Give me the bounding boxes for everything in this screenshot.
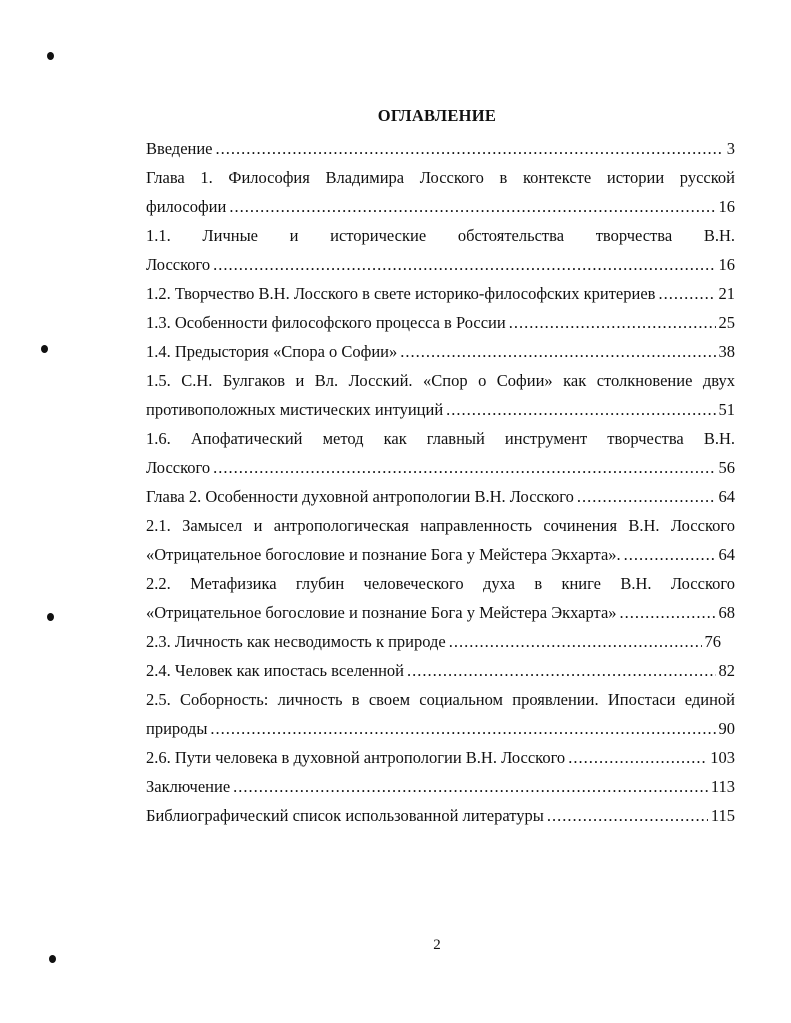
toc-entry-page: 21 (718, 284, 735, 303)
toc-entry-page: 51 (718, 400, 735, 419)
leader-dots (407, 656, 716, 685)
toc-title: ОГЛАВЛЕНИЕ (377, 106, 497, 125)
toc-entry-text: Глава 2. Особенности духовной антропологии В.Н. Лосского (146, 487, 574, 506)
toc-entry-text: 1.4. Предыстория «Спора о Софии» (146, 342, 398, 361)
toc-entry-1-4[interactable] (146, 337, 735, 366)
toc-entry-page: 113 (710, 777, 735, 796)
leader-dots (213, 453, 715, 482)
toc-entry-bibliography[interactable] (146, 801, 735, 830)
leader-dots (210, 714, 715, 743)
toc-entry-1-1[interactable] (146, 250, 735, 279)
toc-entry-page: 64 (718, 545, 735, 564)
leader-dots (568, 743, 707, 772)
toc-entry-2-4[interactable] (146, 656, 735, 685)
toc-entry-text: 2.6. Пути человека в духовной антропологии В.Н. Лосского (146, 748, 566, 767)
leader-dots (658, 279, 715, 308)
toc-entry-text: философии (146, 197, 227, 216)
leader-dots (229, 192, 715, 221)
toc-entry-text: Библиографический список использованной литературы (146, 806, 544, 825)
leader-dots (400, 337, 715, 366)
toc-entry-text: Лосского (146, 255, 211, 274)
leader-dots (449, 627, 702, 656)
toc-entry-1-1-line1[interactable]: 1.1. Личные и исторические обстоятельства творчества В.Н. (146, 226, 735, 245)
toc-entry-page: 68 (718, 603, 735, 622)
toc-entry-chapter-1-line1[interactable]: Глава 1. Философия Владимира Лосского в контексте истории русской (146, 168, 735, 187)
toc-entry-1-6-line1[interactable]: 1.6. Апофатический метод как главный инструмент творчества В.Н. (146, 429, 735, 448)
toc-entry-text: Введение (146, 139, 213, 158)
toc-entry-text: «Отрицательное богословие и познание Бога у Мейстера Экхарта». (146, 545, 621, 564)
table-of-contents (146, 134, 735, 830)
leader-dots (446, 395, 715, 424)
leader-dots (547, 801, 708, 830)
toc-entry-text: Лосского (146, 458, 211, 477)
toc-entry-text: 2.3. Личность как несводимость к природе (146, 632, 446, 651)
toc-entry-1-2[interactable] (146, 279, 735, 308)
toc-entry-text: «Отрицательное богословие и познание Бога у Мейстера Экхарта» (146, 603, 617, 622)
leader-dots (233, 772, 708, 801)
toc-entry-page: 90 (718, 719, 735, 738)
toc-entry-2-3[interactable] (146, 627, 721, 656)
punch-hole-mark (47, 52, 54, 60)
toc-entry-1-3[interactable] (146, 308, 735, 337)
page-number: 2 (433, 937, 441, 953)
leader-dots (509, 308, 716, 337)
toc-entry-2-5-line1[interactable]: 2.5. Соборность: личность в своем социальном проявлении. Ипостаси единой (146, 690, 735, 709)
toc-entry-1-5-line1[interactable]: 1.5. С.Н. Булгаков и Вл. Лосский. «Спор о Софии» как столкновение двух (146, 371, 735, 390)
toc-entry-chapter-1[interactable] (146, 192, 735, 221)
toc-entry-2-1[interactable] (146, 540, 735, 569)
toc-entry-text: 2.4. Человек как ипостась вселенной (146, 661, 404, 680)
toc-entry-page: 16 (718, 197, 735, 216)
leader-dots (577, 482, 716, 511)
toc-entry-text: природы (146, 719, 208, 738)
toc-entry-page: 64 (718, 487, 735, 506)
toc-entry-intro[interactable] (146, 134, 735, 163)
toc-entry-text: противоположных мистических интуиций (146, 400, 444, 419)
leader-dots (620, 598, 716, 627)
toc-entry-2-6[interactable] (146, 743, 735, 772)
toc-entry-page: 25 (718, 313, 735, 332)
toc-entry-1-6[interactable] (146, 453, 735, 482)
punch-hole-mark (41, 345, 48, 353)
toc-entry-page: 115 (710, 806, 735, 825)
toc-entry-page: 76 (704, 632, 721, 651)
punch-hole-mark (47, 613, 54, 621)
toc-entry-page: 56 (718, 458, 735, 477)
toc-entry-page: 82 (718, 661, 735, 680)
toc-entry-2-5[interactable] (146, 714, 735, 743)
toc-entry-1-5[interactable] (146, 395, 735, 424)
toc-entry-2-2[interactable] (146, 598, 735, 627)
toc-entry-text: 1.2. Творчество В.Н. Лосского в свете историко-философских критериев (146, 284, 656, 303)
toc-entry-page: 3 (726, 139, 735, 158)
toc-entry-page: 38 (718, 342, 735, 361)
toc-entry-2-1-line1[interactable]: 2.1. Замысел и антропологическая направленность сочинения В.Н. Лосского (146, 516, 735, 535)
toc-entry-text: 1.3. Особенности философского процесса в России (146, 313, 506, 332)
leader-dots (213, 250, 715, 279)
toc-entry-chapter-2[interactable] (146, 482, 735, 511)
toc-entry-text: Заключение (146, 777, 231, 796)
punch-hole-mark (49, 955, 56, 963)
toc-entry-page: 16 (718, 255, 735, 274)
toc-entry-conclusion[interactable] (146, 772, 735, 801)
leader-dots (216, 134, 724, 163)
leader-dots (624, 540, 716, 569)
toc-entry-2-2-line1[interactable]: 2.2. Метафизика глубин человеческого духа в книге В.Н. Лосского (146, 574, 735, 593)
toc-entry-page: 103 (710, 748, 735, 767)
